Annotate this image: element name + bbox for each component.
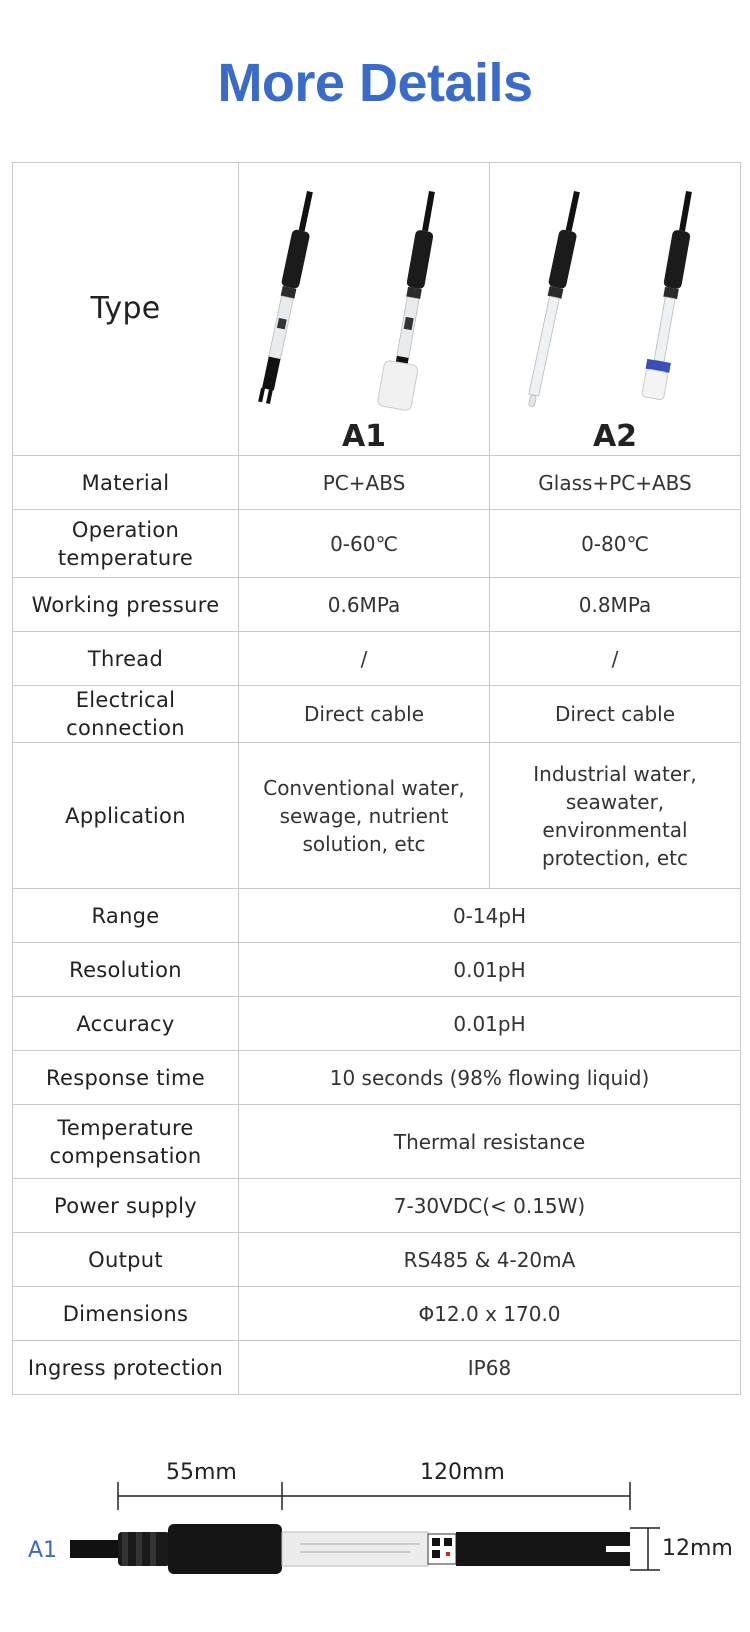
table-row [13, 943, 741, 997]
table-row [13, 510, 741, 578]
row-value-a1: Conventional water, sewage, nutrient solution, etc [239, 743, 490, 889]
row-label: Application [13, 743, 239, 889]
row-label: Electrical connection [13, 686, 239, 743]
table-row [13, 743, 741, 889]
table-row [13, 686, 741, 743]
row-value-a1: Direct cable [239, 686, 490, 743]
row-label: Temperature compensation [13, 1105, 239, 1179]
probe-a2-image [490, 163, 741, 455]
table-row [13, 1051, 741, 1105]
diagram-model-tag: A1 [28, 1538, 58, 1563]
row-label: Accuracy [13, 997, 239, 1051]
row-label: Thread [13, 632, 239, 686]
row-label: Power supply [13, 1179, 239, 1233]
table-row [13, 1287, 741, 1341]
row-value-shared: IP68 [239, 1341, 741, 1395]
model-a1-cell [239, 163, 490, 456]
row-value-shared: 10 seconds (98% flowing liquid) [239, 1051, 741, 1105]
row-label: Working pressure [13, 578, 239, 632]
table-row [13, 1179, 741, 1233]
table-row [13, 889, 741, 943]
row-value-shared: Φ12.0 x 170.0 [239, 1287, 741, 1341]
probe-dimension-diagram [0, 1440, 750, 1632]
row-value-shared: 0-14pH [239, 889, 741, 943]
table-row [13, 632, 741, 686]
row-value-a1: 0.6MPa [239, 578, 490, 632]
spec-table [12, 162, 741, 1395]
page-title: More Details [217, 53, 533, 113]
row-value-shared: 0.01pH [239, 997, 741, 1051]
row-label: Ingress protection [13, 1341, 239, 1395]
table-row [13, 1341, 741, 1395]
row-value-a1: PC+ABS [239, 456, 490, 510]
table-row [13, 578, 741, 632]
model-a1-name: A1 [341, 419, 387, 454]
row-value-shared: 0.01pH [239, 943, 741, 997]
row-value-a2: Glass+PC+ABS [490, 456, 741, 510]
row-label: Operation temperature [13, 510, 239, 578]
row-label: Response time [13, 1051, 239, 1105]
table-row [13, 1233, 741, 1287]
row-value-a1: / [239, 632, 490, 686]
dimension-length-2: 120mm [420, 1460, 505, 1485]
row-label: Dimensions [13, 1287, 239, 1341]
row-value-a2: / [490, 632, 741, 686]
table-row [13, 456, 741, 510]
row-label: Range [13, 889, 239, 943]
row-label: Material [13, 456, 239, 510]
model-a2-cell [490, 163, 741, 456]
type-header: Type [13, 163, 239, 456]
dimension-length-1: 55mm [166, 1460, 237, 1485]
probe-a1-image [239, 163, 490, 455]
table-row [13, 163, 741, 456]
row-value-shared: RS485 & 4-20mA [239, 1233, 741, 1287]
model-a2-name: A2 [592, 419, 638, 454]
row-label: Resolution [13, 943, 239, 997]
dimension-diameter: 12mm [662, 1536, 733, 1561]
row-value-a1: 0-60℃ [239, 510, 490, 578]
row-label: Output [13, 1233, 239, 1287]
row-value-shared: 7-30VDC(< 0.15W) [239, 1179, 741, 1233]
row-value-a2: Direct cable [490, 686, 741, 743]
table-row [13, 997, 741, 1051]
row-value-a2: 0-80℃ [490, 510, 741, 578]
dimension-drawing [0, 1440, 750, 1632]
row-value-a2: 0.8MPa [490, 578, 741, 632]
row-value-a2: Industrial water, seawater, environmental protection, etc [490, 743, 741, 889]
table-row [13, 1105, 741, 1179]
row-value-shared: Thermal resistance [239, 1105, 741, 1179]
